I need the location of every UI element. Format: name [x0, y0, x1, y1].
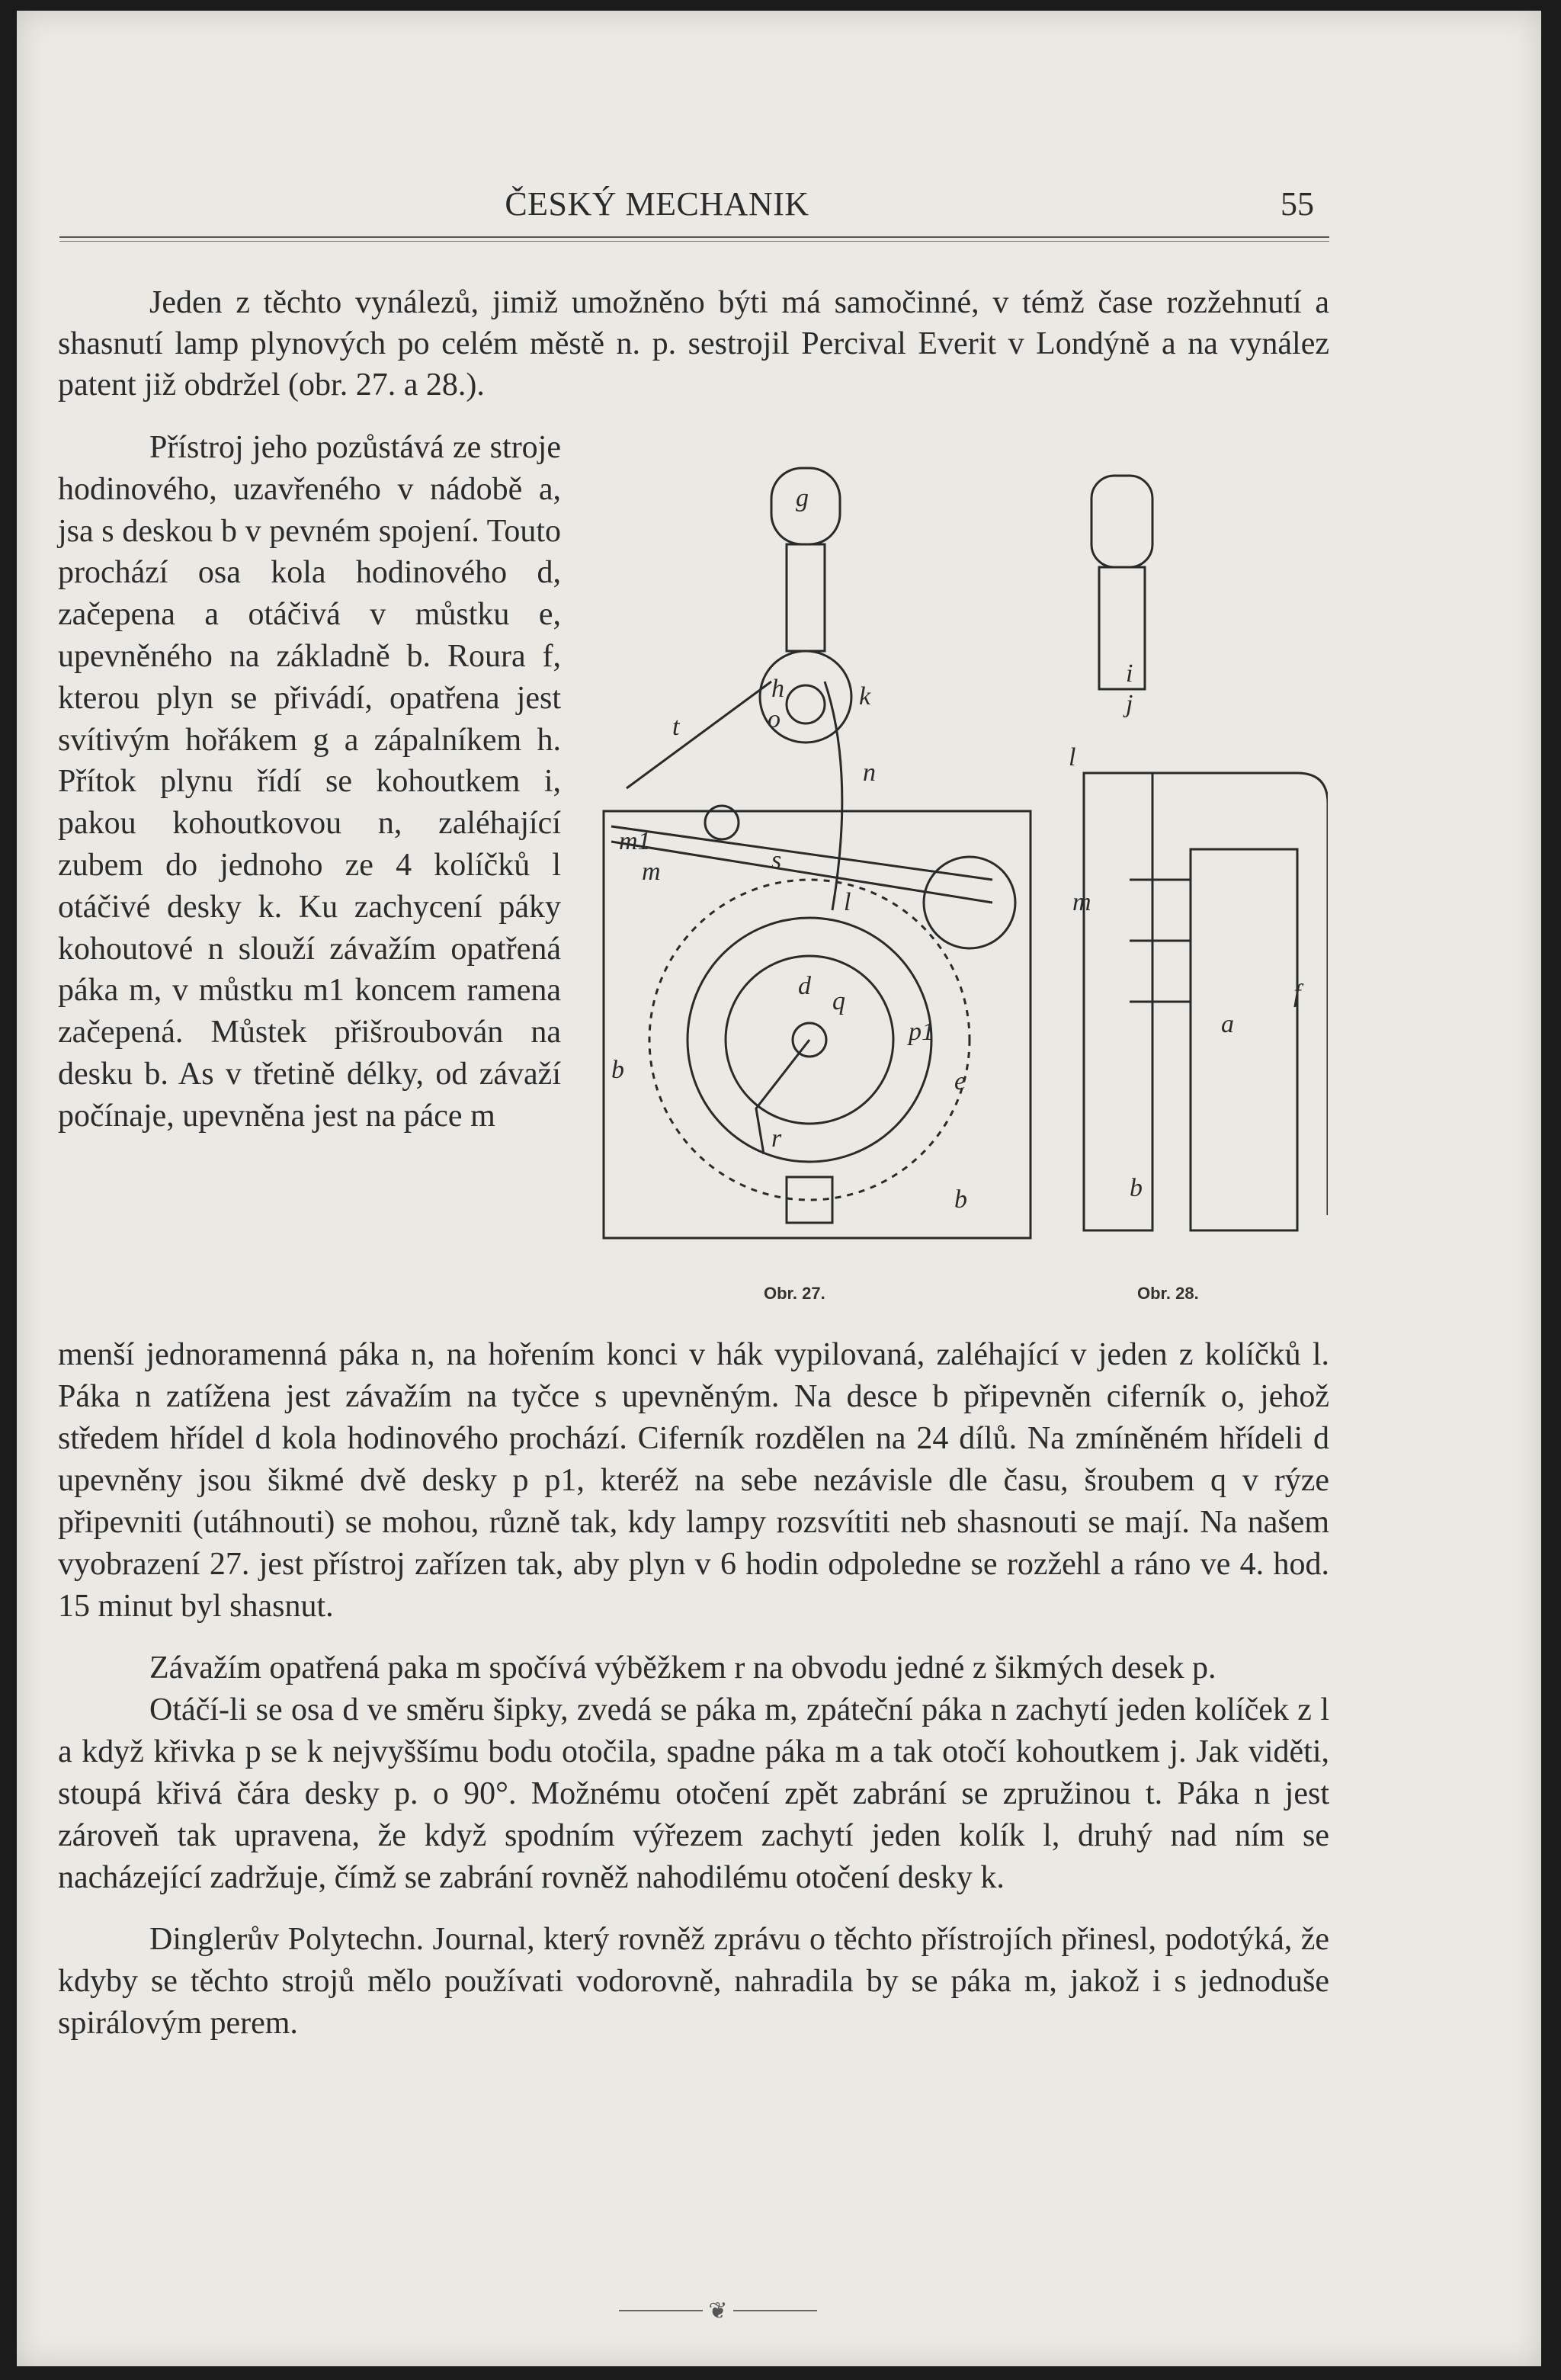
figure-27-28	[596, 453, 1328, 1307]
ornament-line-left	[619, 2310, 703, 2311]
left-column-paragraph: Přístroj jeho pozůstává ze stroje hodinového, uzavřeného v nádobě a, jsa s deskou b v pevném spojení. Touto prochází osa kola hodinového d, začepena a otáčivá v můstku e, upevněného na základně b. Roura f, kterou plyn se přivádí, opatřena jest svítivým hořákem g a zápalníkem h. Přítok plynu řídí se kohoutkem i, pakou kohoutkovou n, zaléhající zubem do jednoho ze 4 kolíčků l otáčivé desky k. Ku zachycení páky kohoutové n slouží závažím opatřená páka m, v můstku m1 koncem ramena začepená. Můstek přišroubován na desku b. As v třetině délky, od závaží počínaje, upevněna jest na páce m	[58, 430, 561, 1134]
paragraph-3: Otáčí-li se osa d ve směru šipky, zvedá se páka m, zpáteční páka n zachytí jeden kolíček z l a když křivka p se k nejvyššímu bodu otočila, spadne páka m a tak otočí kohoutkem j. Jak viděti, stoupá křivá čára desky p. o 90°. Možnému otočení zpět zabrání se zpružinou t. Páka n jest zároveň tak upravena, že když spodním výřezem zachytí jeden kolík l, druhý nad ním se nacházející zadržuje, čímž se zabrání rovněž nahodilému otočení desky k.	[58, 1692, 1329, 1895]
label-k: k	[859, 682, 871, 710]
label-side-l: l	[1069, 743, 1076, 771]
intro-paragraph: Jeden z těchto vynálezů, jimiž umožněno býti má samočinné, v témž čase rozžehnutí a shasnutí lamp plynových po celém městě n. p. sestrojil Percival Everit v Londýně a na vynález patent již obdržel (obr. 27. a 28.).	[58, 285, 1329, 403]
lever-r	[756, 1040, 809, 1154]
side-burner-stem	[1099, 567, 1145, 689]
side-details	[1130, 880, 1191, 1002]
label-l: l	[844, 888, 851, 916]
label-o: o	[768, 705, 780, 733]
header-rule-thin	[59, 241, 1329, 242]
label-q: q	[832, 987, 845, 1015]
label-h: h	[771, 675, 784, 703]
paragraph-4: Dinglerův Polytechn. Journal, který rovněž zprávu o těchto přístrojích přinesl, podotýká, že kdyby se těchto strojů mělo používati vodorovně, nahradila by se páka m, jakož i s jednoduše spirálovým perem.	[58, 1922, 1329, 2041]
ornament-line-right	[733, 2310, 817, 2311]
paragraph-2: Závažím opatřená paka m spočívá výběžkem r na obvodu jedné z šikmých desek p.	[149, 1650, 1216, 1686]
page-number: 55	[1281, 185, 1314, 223]
label-b: b	[611, 1056, 624, 1084]
label-side-m: m	[1072, 888, 1091, 916]
label-r: r	[771, 1124, 782, 1153]
apparatus-illustration	[596, 453, 1328, 1307]
label-t: t	[672, 713, 680, 741]
label-n: n	[863, 759, 876, 787]
header-rule	[59, 236, 1329, 238]
label-a: a	[1221, 1010, 1234, 1038]
side-burner-top	[1091, 476, 1152, 567]
label-m: m	[642, 858, 661, 886]
caption-fig28: Obr. 28.	[1137, 1284, 1199, 1303]
label-b2: b	[954, 1185, 967, 1214]
running-title: ČESKÝ MECHANIK	[505, 185, 809, 223]
label-side-b: b	[1130, 1174, 1143, 1202]
burner-stem	[787, 544, 825, 651]
label-s: s	[771, 846, 782, 874]
wheel-o	[924, 857, 1015, 948]
page-header	[17, 184, 1541, 230]
label-e: e	[954, 1067, 966, 1095]
ornament-glyph: ❦	[708, 2298, 728, 2324]
pipe-f	[1152, 773, 1328, 1215]
label-i: i	[1126, 659, 1133, 688]
label-p1: p1	[909, 1018, 934, 1046]
left-column-text	[58, 427, 561, 1137]
label-d: d	[798, 972, 811, 1000]
label-f: f	[1293, 980, 1301, 1008]
label-m1: m1	[619, 827, 651, 855]
arm-t	[627, 682, 771, 788]
full-width-text	[58, 1334, 1329, 2045]
caption-fig27: Obr. 27.	[764, 1284, 825, 1303]
intro-text	[58, 282, 1329, 406]
paragraph-1: menší jednoramenná páka n, na hořením konci v hák vypilovaná, zaléhající v jeden z kolíčků l. Páka n zatížena jest závažím na tyčce s upevněným. Na desce b připevněn ciferník o, jehož středem hřídel d kola hodinového prochází. Ciferník rozdělen na 24 dílů. Na zmíněném hřídeli d upevněny jsou šikmé dvě desky p p1, kteréž na sebe nezávisle dle času, šroubem q v rýze připevniti (utáhnouti) se mohou, různě tak, kdy lampy rozsvítiti neb shasnouti se mají. Na našem vyobrazení 27. jest přístroj zařízen tak, aby plyn v 6 hodin odpoledne se rozžehl a ráno ve 4. hod. 15 minut byl shasnut.	[58, 1337, 1329, 1624]
label-g: g	[796, 484, 809, 512]
scanned-page	[17, 11, 1541, 2366]
housing-a	[1191, 849, 1297, 1230]
end-ornament	[604, 2298, 832, 2324]
label-j: j	[1126, 690, 1133, 718]
valve-plug	[787, 685, 825, 723]
